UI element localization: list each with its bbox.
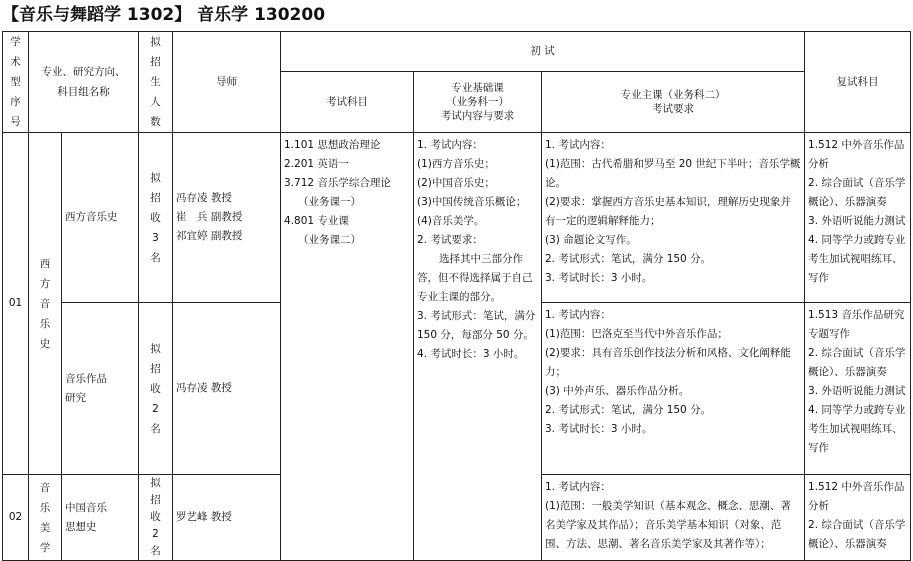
seq-01: 01 <box>3 133 29 475</box>
retest-group-3: 1.512 中外音乐作品分析 2. 综合面试（音乐学概论）、乐器演奏 <box>805 475 911 561</box>
admission-table <box>2 31 911 561</box>
header-major: 专业、研究方向、 科目组名称 <box>29 32 139 133</box>
quota-group-3: 拟 招 收 2 名 <box>139 475 173 561</box>
retest-group-1: 1.512 中外音乐作品分析 2. 综合面试（音乐学概论）、乐器演奏 3. 外语听说能力测试 4. 同等学力或跨专业考生加试视唱练耳、写作 <box>805 133 911 303</box>
main-course-group-1: 1. 考试内容： (1)范围：古代希腊和罗马至 20 世纪下半叶；音乐学概论。 (2)要求：掌握西方音乐史基本知识，理解历史现象并有一定的逻辑解释能力； (3) 命题论文写作。 2. 考试形式：笔试，满分 150 分。 3. 考试时长：3 小时。 <box>542 133 805 303</box>
header-seq: 学 术 型 序 号 <box>3 32 29 133</box>
header-tutor: 导师 <box>173 32 281 133</box>
basic-course-content: 1. 考试内容： (1)西方音乐史； (2)中国音乐史； (3)中国传统音乐概论； (4)音乐美学。 2. 考试要求： 选择其中三部分作答，但不得选择属于自己专业主课的部分。 3. 考试形式：笔试，满分 150 分，每部分 50 分。 4. 考试时长：3 小时。 <box>414 133 542 561</box>
main-course-group-2: 1. 考试内容： (1)范围：巴洛克至当代中外音乐作品； (2)要求：具有音乐创作技法分析和风格、文化阐释能力； (3) 中外声乐、器乐作品分析。 2. 考试形式：笔试，满分 150 分。 3. 考试时长：3 小时。 <box>542 303 805 475</box>
header-prelim: 初 试 <box>281 32 805 72</box>
quota-group-1: 拟 招 收 3 名 <box>139 133 173 303</box>
tutors-group-1: 冯存凌 教授 崔 兵 副教授 祁宜婷 副教授 <box>173 133 281 303</box>
page-title: 【音乐与舞蹈学 1302】 音乐学 130200 <box>2 5 326 25</box>
tutors-group-3: 罗艺峰 教授 <box>173 475 281 561</box>
header-basic-course: 专业基础课 （业务科一） 考试内容与要求 <box>414 71 542 132</box>
quota-group-2: 拟 招 收 2 名 <box>139 303 173 475</box>
direction-western-music-history: 西 方 音 乐 史 <box>29 133 62 475</box>
header-main-course: 专业主课（业务科二） 考试要求 <box>542 71 805 132</box>
group-music-works-study: 音乐作品 研究 <box>62 303 139 475</box>
header-retest: 复试科目 <box>805 32 911 133</box>
tutors-group-2: 冯存凌 教授 <box>173 303 281 475</box>
seq-02: 02 <box>3 475 29 561</box>
group-western-music-history: 西方音乐史 <box>62 133 139 303</box>
group-chinese-music-thought: 中国音乐 思想史 <box>62 475 139 561</box>
retest-group-2: 1.513 音乐作品研究专题写作 2. 综合面试（音乐学概论）、乐器演奏 3. 外语听说能力测试 4. 同等学力或跨专业考生加试视唱练耳、写作 <box>805 303 911 475</box>
direction-music-aesthetics: 音 乐 美 学 <box>29 475 62 561</box>
exam-subjects: 1.101 思想政治理论 2.201 英语一 3.712 音乐学综合理论 （业务课一） 4.801 专业课 （业务课二） <box>281 133 414 561</box>
header-subjects: 考试科目 <box>281 71 414 132</box>
main-course-group-3: 1. 考试内容： (1)范围：一般美学知识（基本观念、概念、思潮、著名美学家及其作品）；音乐美学基本知识（对象、范围、方法、思潮、著名音乐美学家及其著作等）； <box>542 475 805 561</box>
header-quota: 拟 招 生 人 数 <box>139 32 173 133</box>
